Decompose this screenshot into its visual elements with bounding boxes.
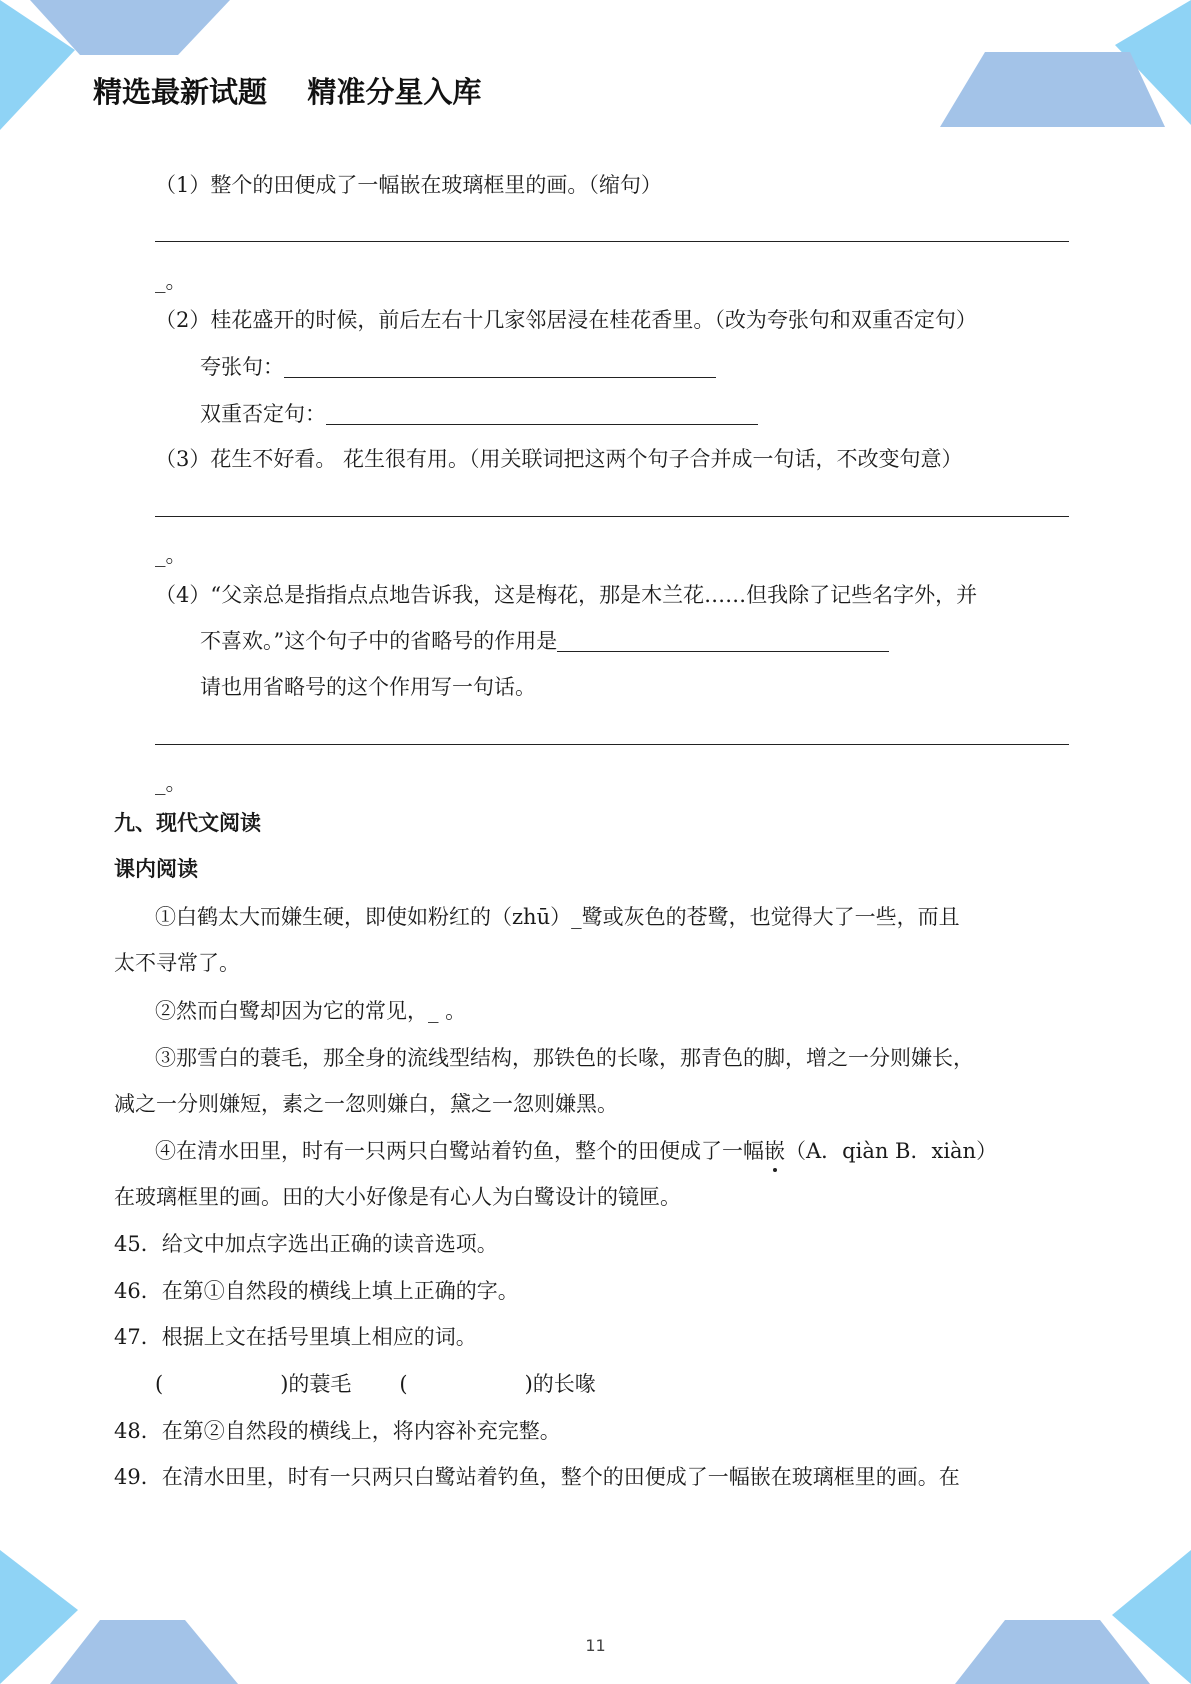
double-negative-answer-blank[interactable] xyxy=(326,402,758,425)
section-subtitle: 课内阅读 xyxy=(114,857,198,881)
question-4-line2: 不喜欢。”这个句子中的省略号的作用是 xyxy=(200,629,558,653)
question-46: 46．在第①自然段的横线上填上正确的字。 xyxy=(114,1279,519,1303)
question-3-tail: _。 xyxy=(155,543,187,567)
question-1-tail: _。 xyxy=(155,269,187,293)
blank-2-close: )的长喙 xyxy=(524,1372,596,1396)
question-4-tail: _。 xyxy=(155,771,187,795)
passage-p4-line1-after: （A．qiàn B．xiàn） xyxy=(785,1139,998,1163)
blank-2-open: ( xyxy=(399,1372,408,1396)
passage-p4-line1 xyxy=(155,1136,997,1166)
passage-p3-line1: ③那雪白的蓑毛，那全身的流线型结构，那铁色的长喙，那青色的脚，增之一分则嫌长， xyxy=(155,1046,974,1070)
question-2-text: （2）桂花盛开的时候，前后左右十几家邻居浸在桂花香里。（改为夸张句和双重否定句） xyxy=(155,308,977,332)
answer-line-q1 xyxy=(155,241,1069,242)
answer-line-q3 xyxy=(155,516,1069,517)
question-4-line2-row xyxy=(200,626,889,656)
passage-p1-line1: ①白鹤太大而嫌生硬，即使如粉红的（zhū）_鹭或灰色的苍鹭，也觉得大了一些，而且 xyxy=(155,905,960,929)
double-negative-label: 双重否定句： xyxy=(200,402,326,426)
question-4-line3: 请也用省略号的这个作用写一句话。 xyxy=(200,675,536,699)
passage-p2: ②然而白鹭却因为它的常见，_ 。 xyxy=(155,999,467,1023)
page-number: 11 xyxy=(585,1636,606,1655)
question-3-text: （3）花生不好看。 花生很有用。（用关联词把这两个句子合并成一句话，不改变句意） xyxy=(155,447,963,471)
passage-p4-line1-before: ④在清水田里，时有一只两只白鹭站着钓鱼，整个的田便成了一幅 xyxy=(155,1139,764,1163)
question-47-blanks xyxy=(155,1369,596,1399)
question-1-text: （1）整个的田便成了一幅嵌在玻璃框里的画。（缩句） xyxy=(155,173,662,197)
exaggeration-row xyxy=(200,352,716,382)
passage-p3-line2: 减之一分则嫌短，素之一忽则嫌白，黛之一忽则嫌黑。 xyxy=(114,1092,618,1116)
exaggeration-answer-blank[interactable] xyxy=(284,355,716,378)
passage-p4-line2: 在玻璃框里的画。田的大小好像是有心人为白鹭设计的镜匣。 xyxy=(114,1185,681,1209)
double-negative-row xyxy=(200,399,758,429)
footer-decoration xyxy=(0,1540,1191,1684)
question-48: 48．在第②自然段的横线上，将内容补充完整。 xyxy=(114,1419,561,1443)
section-title: 九、现代文阅读 xyxy=(114,811,261,835)
question-4-line1: （4）“父亲总是指指点点地告诉我，这是梅花，那是木兰花……但我除了记些名字外，并 xyxy=(155,583,978,607)
blank-1-open: ( xyxy=(155,1372,164,1396)
question-45: 45．给文中加点字选出正确的读音选项。 xyxy=(114,1232,498,1256)
exaggeration-label: 夸张句： xyxy=(200,355,284,379)
ellipsis-function-answer-blank[interactable] xyxy=(557,629,889,652)
blank-1-close: )的蓑毛 xyxy=(280,1372,352,1396)
page-header-title: 精选最新试题 精准分星入库 xyxy=(93,75,482,109)
passage-p1-line2: 太不寻常了。 xyxy=(114,951,240,975)
question-49: 49．在清水田里，时有一只两只白鹭站着钓鱼，整个的田便成了一幅嵌在玻璃框里的画。在 xyxy=(114,1465,960,1489)
answer-line-q4 xyxy=(155,744,1069,745)
dotted-character: 嵌 xyxy=(764,1136,785,1166)
question-47: 47．根据上文在括号里填上相应的词。 xyxy=(114,1325,477,1349)
top-right-trapezoid xyxy=(940,52,1165,127)
